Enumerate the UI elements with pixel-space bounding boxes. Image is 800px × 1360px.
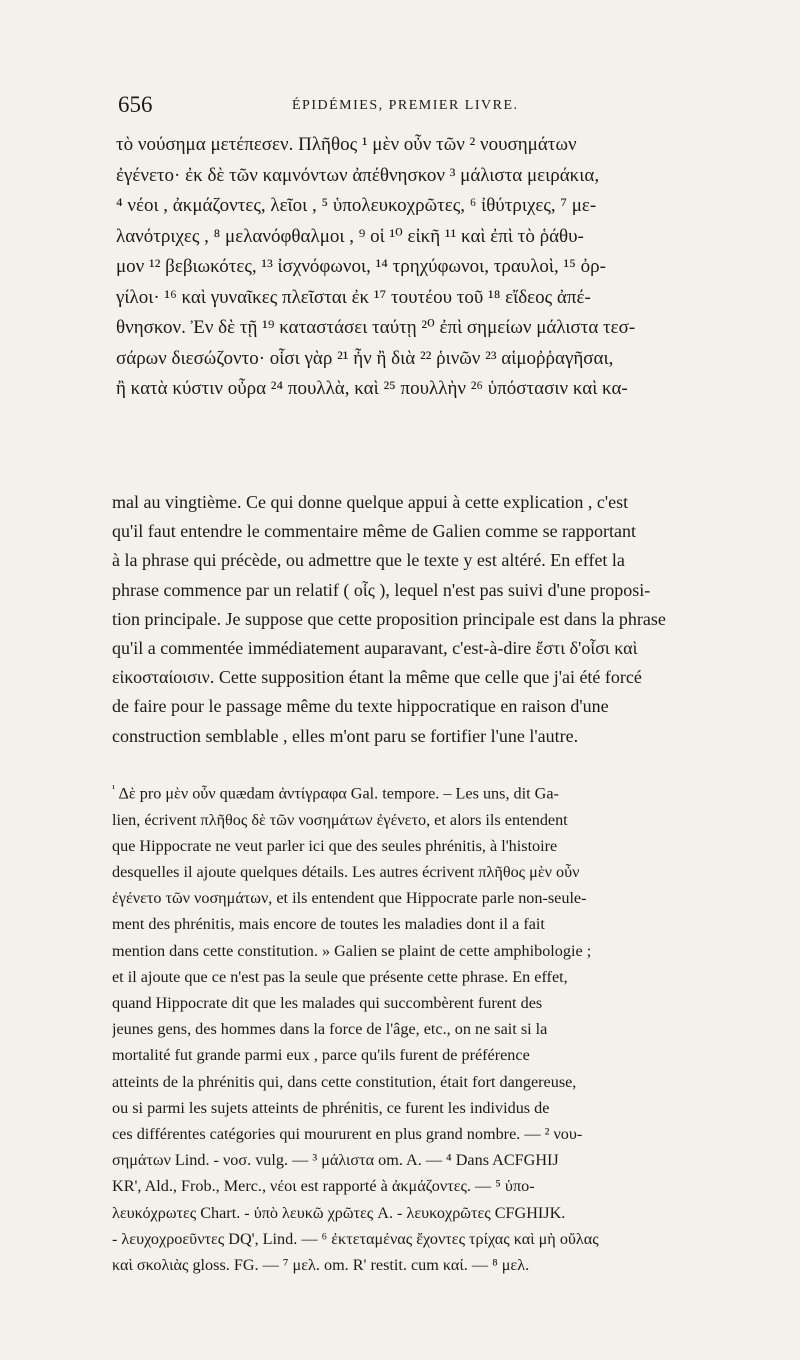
greek-line: λανότριχες , ⁸ μελανόφθαλμοι , ⁹ οἱ ¹⁰ εἰκῆ ¹¹ καὶ ἐπὶ τὸ ῥάθυ- xyxy=(116,225,584,247)
greek-line: ἢ κατὰ κύστιν οὖρα ²⁴ πουλλὰ, καὶ ²⁵ πουλλὴν ²⁶ ὑπόστασιν καὶ κα- xyxy=(116,378,628,399)
commentary-line: qu'il faut entendre le commentaire même de Galien comme se rapportant xyxy=(112,521,637,542)
page-number: 656 xyxy=(118,92,153,117)
footnote-line: mortalité fut grande parmi eux , parce qu'ils furent de préférence xyxy=(112,1046,530,1065)
greek-line: θνησκον. Ἐν δὲ τῇ ¹⁹ καταστάσει ταύτῃ ²⁰ ἐπὶ σημείων μάλιστα τεσ- xyxy=(116,317,636,338)
footnote-line: ἐγένετο τῶν νοσημάτων, et ils entendent que Hippocrate parle non-seule- xyxy=(112,889,587,908)
greek-line: τὸ νούσημα μετέπεσεν. Πλῆθος ¹ μὲν οὖν τῶν ² νουσημάτων xyxy=(116,134,577,155)
footnote-first-text: Δὲ pro μὲν οὖν quædam ἀντίγραφα Gal. tempore. – Les uns, dit Ga- xyxy=(118,784,559,803)
footnote-line: KR', Ald., Frob., Merc., νέοι est rapporté à ἀκμάζοντες. — ⁵ ὑπο- xyxy=(112,1177,535,1196)
footnote-line: ou si parmi les sujets atteints de phrénitis, ce furent les individus de xyxy=(112,1098,550,1117)
footnote-line: lien, écrivent πλῆθος δὲ τῶν νοσημάτων ἐγένετο, et alors ils entendent xyxy=(112,810,568,829)
greek-line: μον ¹² βεβιωκότες, ¹³ ἰσχνόφωνοι, ¹⁴ τρηχύφωνοι, τραυλοὶ, ¹⁵ ὀρ- xyxy=(116,256,606,277)
running-title: ÉPIDÉMIES, PREMIER LIVRE. xyxy=(292,98,519,113)
footnote-line: que Hippocrate ne veut parler ici que des seules phrénitis, à l'histoire xyxy=(112,836,558,855)
footnote-line: quand Hippocrate dit que les malades qui succombèrent furent des xyxy=(112,994,543,1013)
greek-line: ⁴ νέοι , ἀκμάζοντες, λεῖοι , ⁵ ὑπολευκοχρῶτες, ⁶ ἰθύτριχες, ⁷ με- xyxy=(116,195,597,216)
footnote-line: ment des phrénitis, mais encore de toutes les maladies dont il a fait xyxy=(112,915,545,934)
footnote-line: σημάτων Lind. - νοσ. vulg. — ³ μάλιστα om. A. — ⁴ Dans ACFGHIJ xyxy=(112,1151,559,1170)
commentary-line: mal au vingtième. Ce qui donne quelque appui à cette explication , c'est xyxy=(112,492,629,512)
commentary-line: construction semblable , elles m'ont paru se fortifier l'une l'autre. xyxy=(112,725,579,746)
footnote-line: λευκόχρωτες Chart. - ὑπὸ λευκῶ χρῶτες A. - λευκοχρῶτες CFGHIJK. xyxy=(112,1203,566,1222)
greek-line: σάρων διεσώζοντο· οἷσι γὰρ ²¹ ἦν ἢ διὰ ²² ῥινῶν ²³ αἱμοῤῥαγῆσαι, xyxy=(116,347,614,369)
greek-text-block xyxy=(116,130,750,405)
commentary-line: phrase commence par un relatif ( οἷς ), lequel n'est pas suivi d'une proposi- xyxy=(112,579,651,600)
footnotes-block xyxy=(112,776,750,1278)
footnote-line: καὶ σκολιὰς gloss. FG. — ⁷ μελ. om. R' restit. cum καί. — ⁸ μελ. xyxy=(112,1256,530,1275)
footnote-line: atteints de la phrénitis qui, dans cette constitution, était fort dangereuse, xyxy=(112,1072,577,1091)
footnote-first-line xyxy=(112,776,750,807)
commentary-line: qu'il a commentée immédiatement auparavant, c'est-à-dire ἔστι δ'οἷσι καὶ xyxy=(112,638,638,659)
commentary-line: tion principale. Je suppose que cette proposition principale est dans la phrase xyxy=(112,608,666,629)
footnote-line: et il ajoute que ce n'est pas la seule que présente cette phrase. En effet, xyxy=(112,967,568,986)
greek-line: γίλοι· ¹⁶ καὶ γυναῖκες πλεῖσται ἐκ ¹⁷ τουτέου τοῦ ¹⁸ εἴδεος ἀπέ- xyxy=(116,286,591,308)
commentary-line: de faire pour le passage même du texte hippocratique en raison d'une xyxy=(112,696,609,717)
footnote-line: mention dans cette constitution. » Galien se plaint de cette amphibologie ; xyxy=(112,941,592,960)
footnote-line: desquelles il ajoute quelques détails. Les autres écrivent πλῆθος μὲν οὖν xyxy=(112,863,580,881)
commentary-line: à la phrase qui précède, ou admettre que le texte y est altéré. En effet la xyxy=(112,550,625,571)
greek-line: ἐγένετο· ἐκ δὲ τῶν καμνόντων ἀπέθνησκον ³ μάλιστα μειράκια, xyxy=(116,164,600,186)
footnote-line: jeunes gens, des hommes dans la force de l'âge, etc., on ne sait si la xyxy=(112,1020,548,1039)
footnote-line: ces différentes catégories qui moururent en plus grand nombre. — ² νου- xyxy=(112,1125,583,1144)
commentary-line: εἰκοσταίοισιν. Cette supposition étant la même que celle que j'ai été forcé xyxy=(112,667,642,688)
running-head xyxy=(118,92,748,122)
footnote-line: - λευχοχροεῦντες DQ', Lind. — ⁶ ἐκτεταμένας ἔχοντες τρίχας καὶ μὴ οὔλας xyxy=(112,1229,599,1248)
commentary-block xyxy=(112,488,750,751)
footnote-marker: ¹ xyxy=(112,783,116,795)
